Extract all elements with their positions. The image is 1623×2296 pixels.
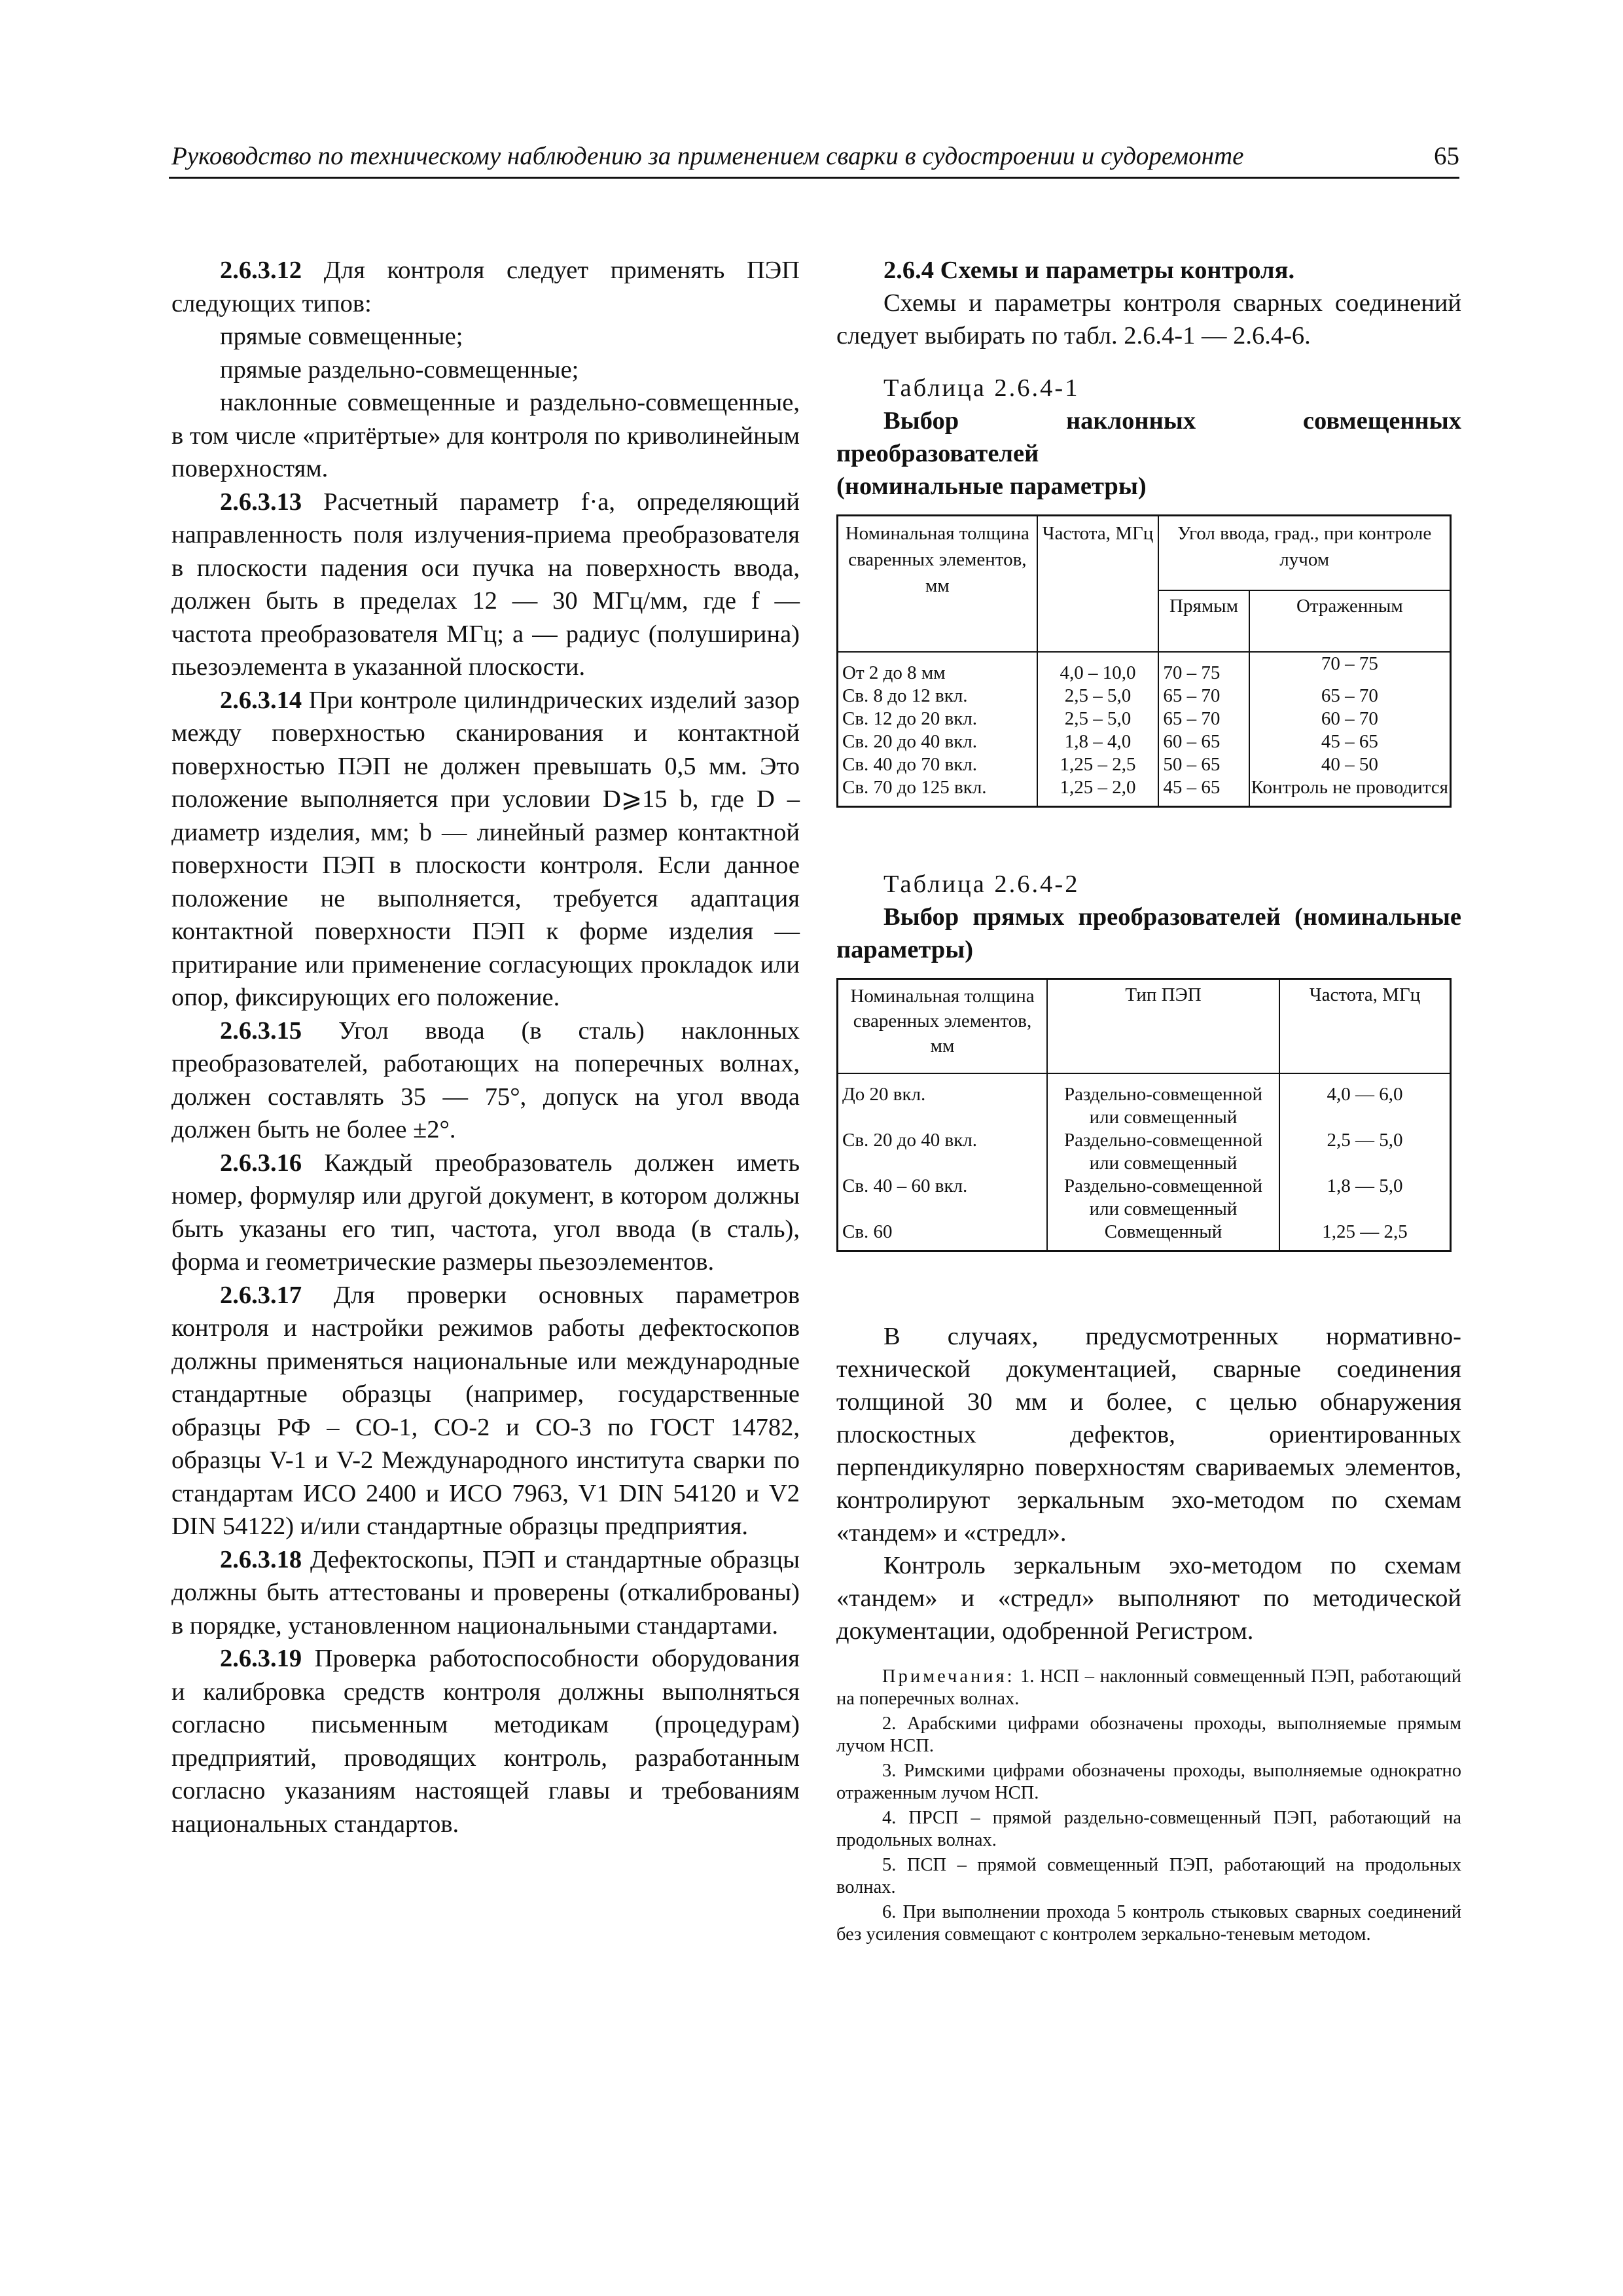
table-cell: 2,5 – 5,0 — [1037, 708, 1159, 730]
column-header: Прямым — [1158, 590, 1249, 652]
list-item: прямые раздельно-совмещенные; — [220, 355, 579, 384]
transducer-type: Раздельно-совмещенной — [1064, 1084, 1262, 1105]
clause-number: 2.6.3.19 — [220, 1645, 302, 1672]
table-straight-transducers — [836, 978, 1452, 1252]
section-intro: Схемы и параметры контроля сварных соединений следует выбирать по табл. 2.6.4-1 — 2.6.4-6. — [836, 289, 1461, 350]
transducer-type: Раздельно-совмещенной — [1064, 1130, 1262, 1151]
table-row — [838, 652, 1451, 685]
table-cell: Св. 20 до 40 вкл. — [838, 1129, 1048, 1175]
clause-number: 2.6.3.15 — [220, 1016, 302, 1045]
table-row — [838, 730, 1451, 753]
column-header: Тип ПЭП — [1047, 979, 1279, 1074]
table-cell: Св. 70 до 125 вкл. — [838, 776, 1037, 807]
table-row — [838, 1221, 1451, 1251]
table-angled-transducers — [836, 514, 1452, 808]
clause-number: 2.6.3.14 — [220, 686, 302, 714]
paragraph: В случаях, предусмотренных нормативно-технической документацией, сварные соединения толщиной 30 мм и более, с целью обнаружения плоскостных дефектов, ориентированных перпендикулярно поверхностям свариваемых элементов, контролируют зеркальным эхо-методом по схемам «тандем» и «стредл». — [836, 1323, 1461, 1547]
table-cell: 65 – 70 — [1158, 708, 1249, 730]
transducer-type-cont: или совмещенный — [1089, 1153, 1238, 1174]
table-row — [838, 776, 1451, 807]
table-cell: Контроль не проводится — [1249, 776, 1451, 807]
table-cell — [1047, 1073, 1279, 1129]
paragraph: Контроль зеркальным эхо-методом по схемам «тандем» и «стредл» выполняют по методической документации, одобренной Регистром. — [836, 1552, 1461, 1645]
table-cell: 70 – 75 — [1158, 652, 1249, 685]
column-header: Номинальная толщина сваренных элементов, мм — [838, 979, 1048, 1074]
table-cell: 60 – 70 — [1249, 708, 1451, 730]
table-cell: 50 – 65 — [1158, 753, 1249, 776]
note-item: 5. ПСП – прямой совмещенный ПЭП, работающий на продольных волнах. — [836, 1855, 1461, 1897]
table-cell: 4,0 — 6,0 — [1279, 1073, 1451, 1129]
table-row — [838, 1175, 1451, 1221]
table-caption: Таблица 2.6.4-1 — [883, 374, 1080, 402]
table-cell: Св. 60 — [838, 1221, 1048, 1251]
table-cell: 60 – 65 — [1158, 730, 1249, 753]
table-row — [838, 708, 1451, 730]
table-cell: 2,5 – 5,0 — [1037, 685, 1159, 708]
table-cell: 1,8 — 5,0 — [1279, 1175, 1451, 1221]
table-row — [838, 1073, 1451, 1129]
column-header: Частота, МГц — [1279, 979, 1451, 1074]
table-cell: До 20 вкл. — [838, 1073, 1048, 1129]
paragraph-2-6-3-13: 2.6.3.13 Расчетный параметр f·a, определяющий направленность поля излучения-приема преобразователя в плоскости падения оси пучка на поверхность ввода, должен быть в пределах 12 — 30 МГц/мм, где f — частота преобразователя МГц; a — радиус (полуширина) пьезоэлемента в указанной плоскости. — [171, 488, 800, 681]
table-cell: 65 – 70 — [1158, 685, 1249, 708]
table-caption: Таблица 2.6.4-2 — [883, 870, 1080, 898]
right-column — [836, 254, 1461, 1647]
table-cell: Св. 40 до 70 вкл. — [838, 753, 1037, 776]
table-cell: Св. 40 – 60 вкл. — [838, 1175, 1048, 1221]
transducer-type-cont: или совмещенный — [1089, 1198, 1238, 1219]
paragraph-2-6-3-14: 2.6.3.14 При контроле цилиндрических изделий зазор между поверхностью сканирования и контактной поверхностью ПЭП не должен превышать 0,5 мм. Это положение выполняется при условии D⩾15 b, где D –диаметр изделия, мм; b — линейный размер контактной поверхности ПЭП в плоскости контроля. Если данное положение не выполняется, требуется адаптация контактной поверхности ПЭП к форме изделия — притирание или применение согласующих прокладок или опор, фиксирующих его положение. — [171, 686, 800, 1011]
note-item: 6. При выполнении прохода 5 контроль стыковых сварных соединений без усиления совмещают с контролем зеркально-теневым методом. — [836, 1902, 1461, 1945]
note-item: 3. Римскими цифрами обозначены проходы, выполняемые однократно отраженным лучом НСП. — [836, 1761, 1461, 1803]
column-header: Отраженным — [1249, 590, 1451, 652]
table-cell — [1047, 1221, 1279, 1251]
notes — [836, 1666, 1461, 1948]
clause-number: 2.6.3.13 — [220, 488, 302, 516]
list-item: прямые совмещенные; — [220, 323, 463, 350]
table-row — [838, 1129, 1451, 1175]
paragraph-2-6-3-19: 2.6.3.19 Проверка работоспособности оборудования и калибровка средств контроля должны выполняться согласно письменным методикам (процедурам) предприятий, проводящих контроль, разработанным согласно указаниям настоящей главы и требованиям национальных стандартов. — [171, 1645, 800, 1838]
table-cell: От 2 до 8 мм — [838, 652, 1037, 685]
transducer-type-cont: или совмещенный — [1089, 1107, 1238, 1128]
note-item: 4. ПРСП – прямой раздельно-совмещенный ПЭП, работающий на продольных волнах. — [836, 1808, 1461, 1850]
table-cell: 70 – 75 — [1249, 652, 1451, 685]
page-number: 65 — [1434, 142, 1459, 170]
clause-number: 2.6.3.18 — [220, 1545, 302, 1573]
paragraph-2-6-3-18: 2.6.3.18 Дефектоскопы, ПЭП и стандартные образцы должны быть аттестованы и проверены (откалиброваны) в порядке, установленном национальными стандартами. — [171, 1545, 800, 1640]
table-cell: 1,25 – 2,5 — [1037, 753, 1159, 776]
left-column — [171, 254, 800, 1840]
table-cell: 1,25 – 2,0 — [1037, 776, 1159, 807]
table-cell: 45 – 65 — [1249, 730, 1451, 753]
paragraph-2-6-3-12: 2.6.3.12 Для контроля следует применять ПЭП следующих типов: — [171, 257, 800, 317]
running-header — [169, 139, 1459, 179]
table-cell: 2,5 — 5,0 — [1279, 1129, 1451, 1175]
paragraph-2-6-3-16: 2.6.3.16 Каждый преобразователь должен иметь номер, формуляр или другой документ, в котором должны быть указаны его тип, частота, угол ввода (в сталь), форма и геометрические размеры пьезоэлементов. — [171, 1149, 800, 1276]
table-cell: 45 – 65 — [1158, 776, 1249, 807]
column-header: Частота, МГц — [1037, 516, 1159, 653]
table-cell: 65 – 70 — [1249, 685, 1451, 708]
section-heading: 2.6.4 Схемы и параметры контроля. — [883, 257, 1295, 284]
table-cell — [1047, 1129, 1279, 1175]
note-item: Примечания: 1. НСП – наклонный совмещенный ПЭП, работающий на поперечных волнах. — [836, 1666, 1461, 1709]
transducer-type: Совмещенный — [1104, 1221, 1222, 1242]
table-cell — [1047, 1175, 1279, 1221]
clause-number: 2.6.3.12 — [220, 257, 302, 284]
notes-label: Примечания: — [882, 1666, 1015, 1687]
running-title: Руководство по техническому наблюдению за применением сварки в судостроении и судоремонте — [171, 142, 1244, 170]
table-row — [838, 685, 1451, 708]
clause-number: 2.6.3.16 — [220, 1149, 302, 1177]
paragraph-2-6-3-17: 2.6.3.17 Для проверки основных параметров контроля и настройки режимов работы дефектоскопов должны применяться национальные или международные стандартные образцы (например, государственные образцы РФ – СО-1, СО-2 и СО-3 по ГОСТ 14782, образцы V-1 и V-2 Международного института сварки по стандартам ИСО 2400 и ИСО 7963, V1 DIN 54120 и V2 DIN 54122) и/или стандартные образцы предприятия. — [171, 1281, 800, 1540]
clause-number: 2.6.3.17 — [220, 1281, 302, 1309]
table-cell: Св. 8 до 12 вкл. — [838, 685, 1037, 708]
table-cell: 1,25 — 2,5 — [1279, 1221, 1451, 1251]
table-cell: 1,8 – 4,0 — [1037, 730, 1159, 753]
transducer-type: Раздельно-совмещенной — [1064, 1175, 1262, 1196]
table-cell: Св. 12 до 20 вкл. — [838, 708, 1037, 730]
table-cell: 4,0 – 10,0 — [1037, 652, 1159, 685]
paragraph-2-6-3-15: 2.6.3.15 Угол ввода (в сталь) наклонных преобразователей, работающих на поперечных волнах, должен составлять 35 — 75°, допуск на угол ввода должен быть не более ±2°. — [171, 1016, 800, 1143]
column-header: Угол ввода, град., при контроле лучом — [1158, 516, 1450, 591]
table-title: Выбор наклонных совмещенных преобразователей (номинальные параметры) — [836, 407, 1461, 500]
column-header: Номинальная толщина сваренных элементов, мм — [838, 516, 1037, 653]
table-cell: 40 – 50 — [1249, 753, 1451, 776]
table-row — [838, 753, 1451, 776]
table-cell: Св. 20 до 40 вкл. — [838, 730, 1037, 753]
table-title: Выбор прямых преобразователей (номинальные параметры) — [836, 903, 1461, 963]
note-item: 2. Арабскими цифрами обозначены проходы, выполняемые прямым лучом НСП. — [836, 1713, 1461, 1756]
list-item: наклонные совмещенные и раздельно-совмещенные, в том числе «притёртые» для контроля по криволинейным поверхностям. — [171, 389, 800, 482]
